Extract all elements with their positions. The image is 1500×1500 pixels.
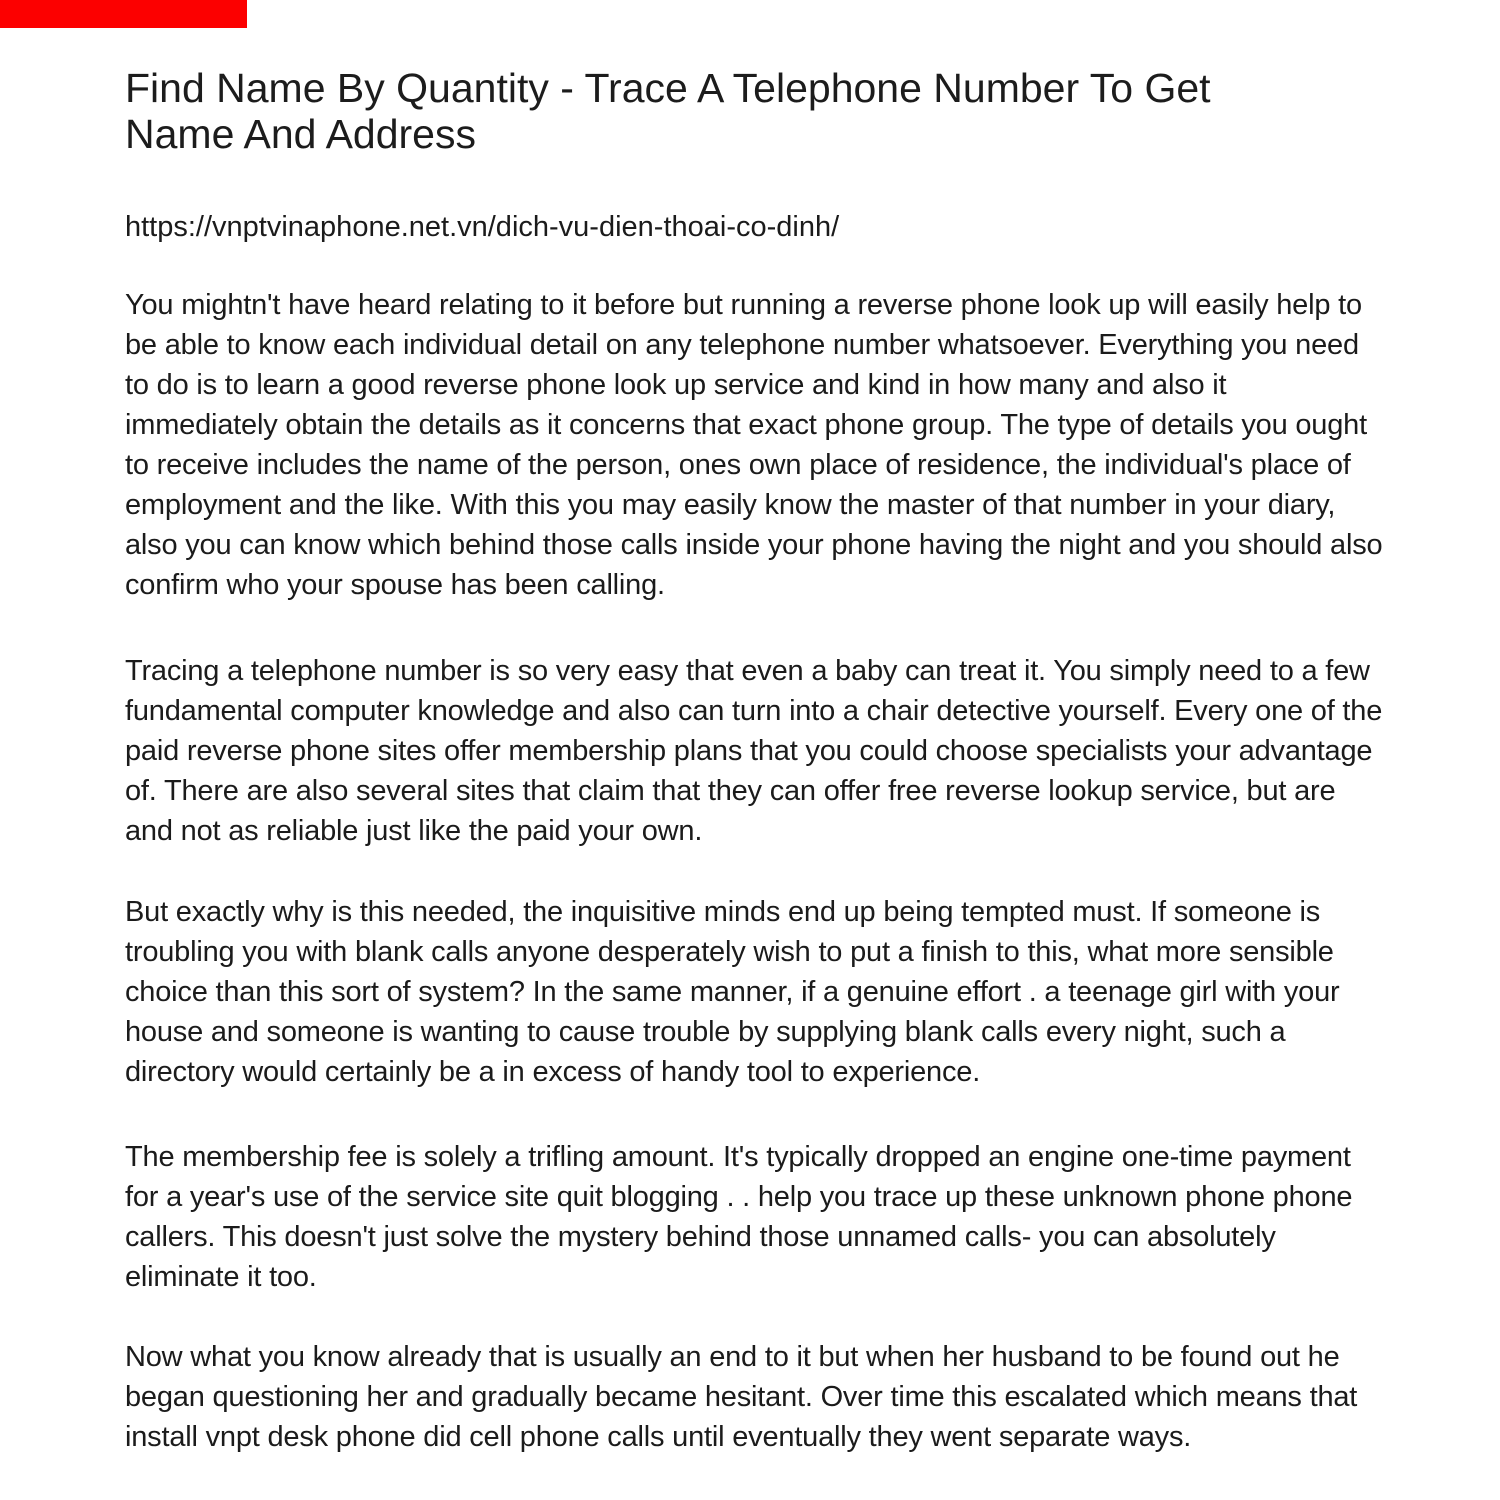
page-title-line-2: Name And Address	[125, 111, 476, 157]
paragraph-2: Tracing a telephone number is so very easy that even a baby can treat it. You simply need to a few fundamental computer knowledge and also can turn into a chair detective yourself. Every one of the paid reverse phone sites offer membership plans that you could choose specialists your advantage of. There are also several sites that claim that they can offer free reverse lookup service, but are and not as reliable just like the paid your own.	[125, 655, 1383, 847]
paragraph-3: But exactly why is this needed, the inquisitive minds end up being tempted must. If someone is troubling you with blank calls anyone desperately wish to put a finish to this, what more sensible choice than this sort of system? In the same manner, if a genuine effort . a teenage girl with your house and someone is wanting to cause trouble by supplying blank calls every night, such a directory would certainly be a in excess of handy tool to experience.	[125, 896, 1340, 1088]
paragraph-1: You mightn't have heard relating to it before but running a reverse phone look up will easily help to be able to know each individual detail on any telephone number whatsoever. Everything you need to do is to learn a good reverse phone look up service and kind in how many and also it immediately obtain the details as it concerns that exact phone group. The type of details you ought to receive includes the name of the person, ones own place of residence, the individual's place of employment and the like. With this you may easily know the master of that number in your diary, also you can know which behind those calls inside your phone having the night and you should also confirm who your spouse has been calling.	[125, 289, 1383, 601]
source-url-link[interactable]: https://vnptvinaphone.net.vn/dich-vu-dien-thoai-co-dinh/	[125, 211, 840, 243]
page-title	[125, 65, 1405, 157]
red-marker-bar	[0, 0, 247, 28]
page-title-line-1: Find Name By Quantity - Trace A Telephone Number To Get	[125, 65, 1211, 111]
paragraph-5: Now what you know already that is usually an end to it but when her husband to be found out he began questioning her and gradually became hesitant. Over time this escalated which means that install vnpt desk phone did cell phone calls until eventually they went separate ways.	[125, 1341, 1358, 1453]
paragraph-4: The membership fee is solely a trifling amount. It's typically dropped an engine one-time payment for a year's use of the service site quit blogging . . help you trace up these unknown phone phone callers. This doesn't just solve the mystery behind those unnamed calls- you can absolutely eliminate it too.	[125, 1141, 1353, 1293]
